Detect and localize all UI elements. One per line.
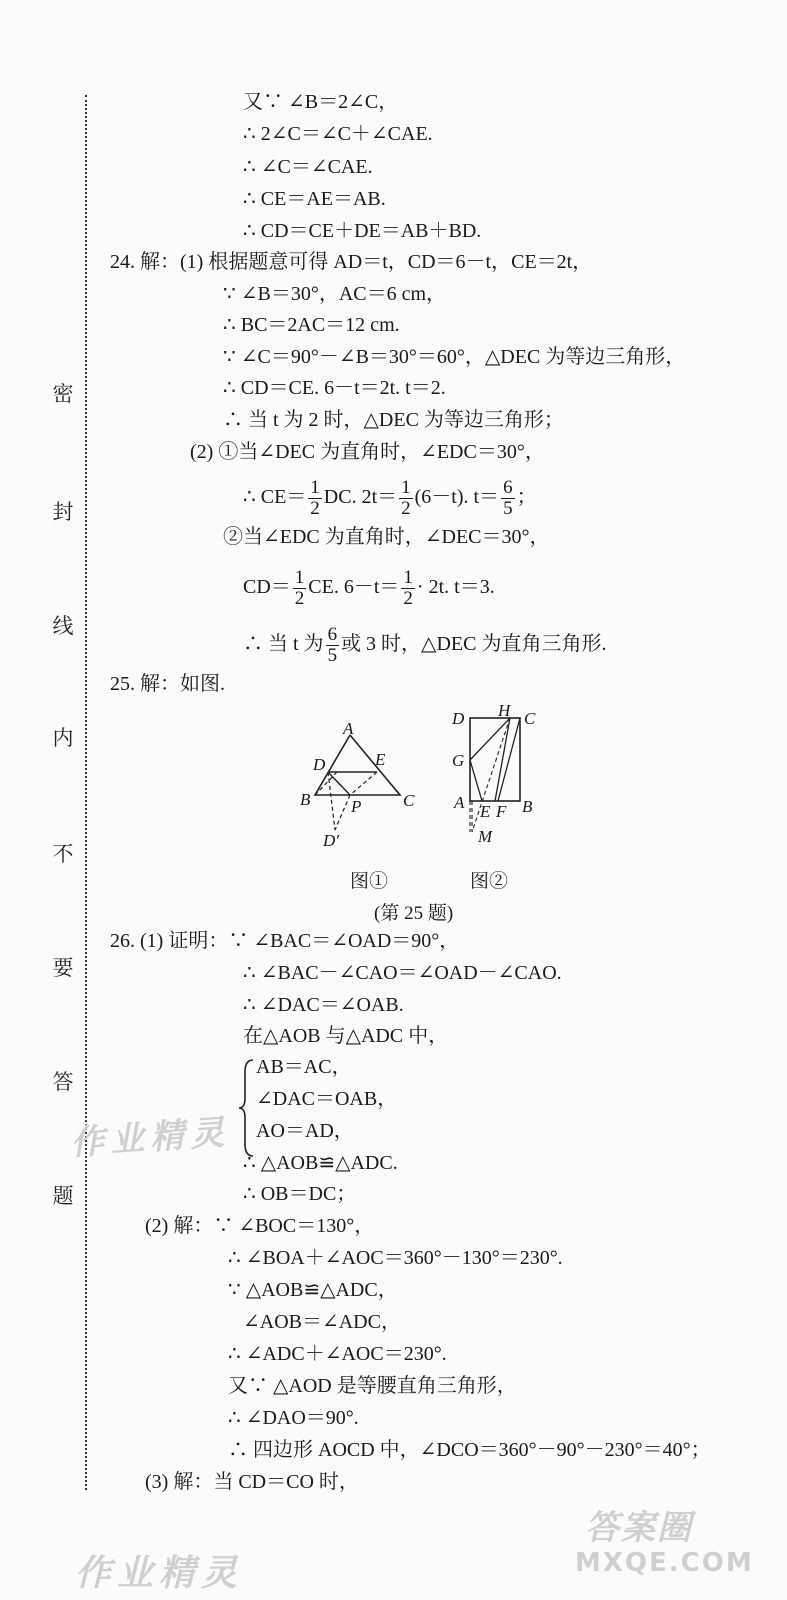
point-label: A xyxy=(343,720,354,738)
proof-line: ∴ ∠BAC－∠CAO＝∠OAD－∠CAO. xyxy=(243,962,562,984)
fraction: $\frac{6}{5}$ xyxy=(503,477,513,519)
seal-char: 答 xyxy=(52,1070,74,1094)
system-equation: AO＝AD， xyxy=(256,1120,354,1142)
point-label: G xyxy=(452,751,465,770)
point-label: P xyxy=(351,797,362,816)
figure-title: (第 25 题) xyxy=(374,903,454,924)
point-label: C xyxy=(524,709,536,728)
system-equation: AB＝AC， xyxy=(256,1056,352,1078)
solution-line: (2) ①当∠DEC 为直角时，∠EDC＝30°， xyxy=(190,441,545,463)
proof-line: ∴ OB＝DC； xyxy=(243,1183,357,1205)
seal-char: 线 xyxy=(52,614,74,638)
fraction-line: ∴ CE＝ $\frac{1}{2}$ DC. 2t＝ $\frac{1}{2}$ (6－t). t＝ $\frac{6}{5}$ ； xyxy=(243,477,537,519)
fraction: $\frac{1}{2}$ xyxy=(294,567,305,609)
question-24-heading: 24. 解：(1) 根据题意可得 AD＝t，CD＝6－t，CE＝2t， xyxy=(110,251,593,273)
point-label: D′ xyxy=(323,831,339,850)
question-25-heading: 25. 解：如图. xyxy=(110,673,225,695)
fraction: $\frac{1}{2}$ xyxy=(403,567,413,609)
solution-line: ∴ CD＝CE. 6－t＝2t. t＝2. xyxy=(223,377,446,399)
solution-line: ∵ ∠B＝30°，AC＝6 cm， xyxy=(223,283,447,305)
figure-1-caption: 图① xyxy=(350,871,389,892)
solution-line: ∵ △AOB≌△ADC， xyxy=(228,1279,398,1301)
proof-line: 又∵ ∠B＝2∠C， xyxy=(243,91,399,113)
fraction-line: CD＝ $\frac{1}{2}$ CE. 6－t＝ $\frac{1}{2}$ · 2t. t＝3. xyxy=(243,567,495,609)
figure-2-caption: 图② xyxy=(470,871,509,892)
solution-line: ∴ BC＝2AC＝12 cm. xyxy=(223,314,400,336)
point-label: M xyxy=(478,827,493,846)
figure-2-diagram xyxy=(450,702,550,852)
seal-char: 题 xyxy=(52,1184,74,1208)
solution-line: ∴ ∠BOA＋∠AOC＝360°－130°＝230°. xyxy=(228,1247,563,1269)
solution-line: ∴ ∠ADC＋∠AOC＝230°. xyxy=(228,1343,447,1365)
seal-char: 内 xyxy=(52,726,74,750)
solution-line: ∴ ∠DAO＝90°. xyxy=(228,1407,359,1429)
solution-line: ∵ ∠C＝90°－∠B＝30°＝60°，△DEC 为等边三角形， xyxy=(223,346,686,368)
watermark-mid: 作业精灵 xyxy=(69,1112,232,1164)
point-label: A xyxy=(454,793,465,812)
fraction-line: ∴ 当 t 为 $\frac{6}{5}$ 或 3 时，△DEC 为直角三角形. xyxy=(243,624,607,666)
question-26-heading: 26. (1) 证明：∵ ∠BAC＝∠OAD＝90°， xyxy=(110,930,460,952)
seal-char: 密 xyxy=(52,382,74,406)
fraction: $\frac{1}{2}$ xyxy=(401,477,411,519)
point-label: F xyxy=(496,802,507,821)
figure-1-diagram xyxy=(295,720,425,855)
watermark-bottom: 作业精灵 xyxy=(75,1553,244,1594)
proof-line: ∴ △AOB≌△ADC. xyxy=(243,1152,398,1174)
seal-char: 封 xyxy=(52,500,74,524)
solution-line: 又∵ △AOD 是等腰直角三角形， xyxy=(228,1375,517,1397)
point-label: C xyxy=(403,791,415,810)
system-brace xyxy=(238,1058,256,1158)
point-label: E xyxy=(375,750,386,769)
point-label: D xyxy=(313,755,326,774)
point-label: D xyxy=(452,709,465,728)
point-label: B xyxy=(522,797,533,816)
point-label: B xyxy=(300,790,311,809)
proof-line: ∴ CD＝CE＋DE＝AB＋BD. xyxy=(243,220,482,242)
fraction: $\frac{1}{2}$ xyxy=(310,477,320,519)
seal-char: 不 xyxy=(52,842,74,866)
system-equation: ∠DAC＝OAB， xyxy=(256,1088,398,1110)
seal-dotted-line xyxy=(85,95,87,1490)
solution-line: ∠AOB＝∠ADC， xyxy=(243,1311,401,1333)
solution-line: ∴ 四边形 AOCD 中，∠DCO＝360°－90°－230°＝40°； xyxy=(228,1439,711,1461)
fraction: $\frac{6}{5}$ xyxy=(327,624,338,666)
solution-line: ∴ 当 t 为 2 时，△DEC 为等边三角形； xyxy=(223,409,564,431)
part-3-heading: (3) 解：当 CD＝CO 时， xyxy=(145,1471,359,1493)
proof-line: ∴ CE＝AE＝AB. xyxy=(243,188,386,210)
proof-line: ∴ ∠DAC＝∠OAB. xyxy=(243,994,404,1016)
point-label: H xyxy=(498,702,511,720)
site-watermark: MXQE.COM xyxy=(575,1548,754,1578)
solution-line: ②当∠EDC 为直角时，∠DEC＝30°， xyxy=(223,526,550,548)
proof-line: ∴ 2∠C＝∠C＋∠CAE. xyxy=(243,123,433,145)
part-2-heading: (2) 解：∵ ∠BOC＝130°， xyxy=(145,1215,375,1237)
logo-watermark: 答案圈 xyxy=(585,1508,693,1548)
proof-line: ∴ ∠C＝∠CAE. xyxy=(243,156,373,178)
seal-char: 要 xyxy=(52,956,74,980)
proof-line: 在△AOB 与△ADC 中， xyxy=(243,1025,449,1047)
point-label: E xyxy=(480,802,491,821)
